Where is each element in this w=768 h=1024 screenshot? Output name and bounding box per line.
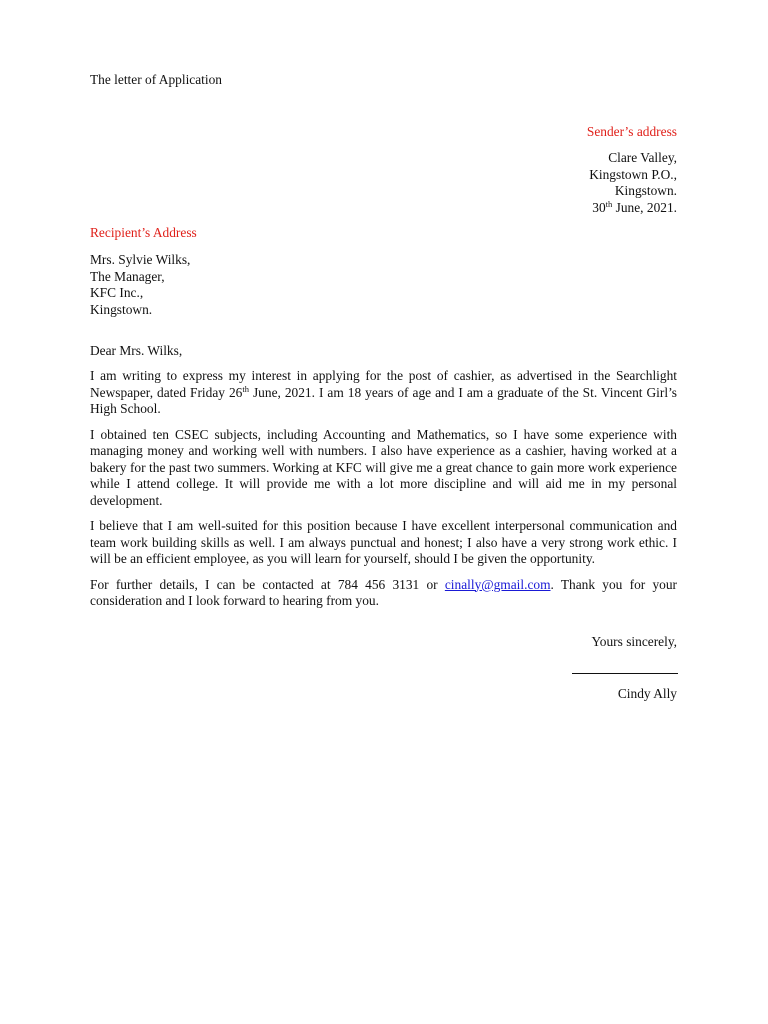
recipient-address-label: Recipient’s Address (90, 225, 197, 240)
paragraph-text: . Thank you for your consideration and I look forward to hearing from you. (90, 576, 677, 608)
recipient-address-line: Kingstown. (90, 301, 153, 317)
sender-address-line: Clare Valley, (608, 150, 677, 165)
body-paragraph-2: I obtained ten CSEC subjects, including Accounting and Mathematics, so I have some experience with managing money and working well with numbers. I also have experience as a cashier, having worked at a bakery for the past two summers. Working at KFC will give me a great chance to gain more work experience while I attend college. It will provide me with a lot more discipline and will aid me in my personal development. (90, 426, 677, 508)
paragraph-text: June, 2021. I am 18 years of age and I am a graduate of the St. Vincent Girl’s High School. (90, 384, 678, 416)
recipient-address-line: The Manager, (90, 268, 165, 284)
salutation: Dear Mrs. Wilks, (90, 343, 183, 358)
letter-body (90, 368, 677, 619)
signer-name: Cindy Ally (617, 686, 677, 701)
sender-address-block (589, 150, 677, 216)
date-day: 30 (592, 199, 606, 215)
email-link[interactable]: cinally@gmail.com (444, 576, 551, 592)
letter-date (589, 200, 677, 217)
body-paragraph-3: I believe that I am well-suited for this position because I have excellent interpersonal communication and team work building skills as well. I am always punctual and honest; I also have a very strong work ethic. I will be an efficient employee, as you will learn for yourself, should I be given the opportunity. (90, 518, 677, 566)
paragraph-text: For further details, I can be contacted at 784 456 3131 or (90, 576, 445, 592)
body-paragraph-1 (90, 368, 677, 418)
date-rest: June, 2021. (612, 199, 677, 215)
recipient-address-block (90, 252, 190, 318)
ordinal-suffix: th (242, 383, 249, 394)
paragraph-text: I am writing to express my interest in applying for the post of cashier, as advertised in the Searchlight Newspaper, dated Friday 26 (90, 368, 677, 400)
body-paragraph-4 (90, 577, 677, 610)
sender-address-line: Kingstown. (614, 183, 677, 198)
document-title: The letter of Application (90, 72, 223, 87)
recipient-address-line: KFC Inc., (90, 285, 144, 300)
sender-address-line: Kingstown P.O., (589, 166, 677, 182)
date-suffix: th (605, 198, 613, 209)
recipient-address-line: Mrs. Sylvie Wilks, (90, 252, 191, 267)
sender-address-label: Sender’s address (586, 124, 677, 139)
signature-line (572, 673, 678, 674)
complimentary-closing: Yours sincerely, (591, 634, 677, 649)
